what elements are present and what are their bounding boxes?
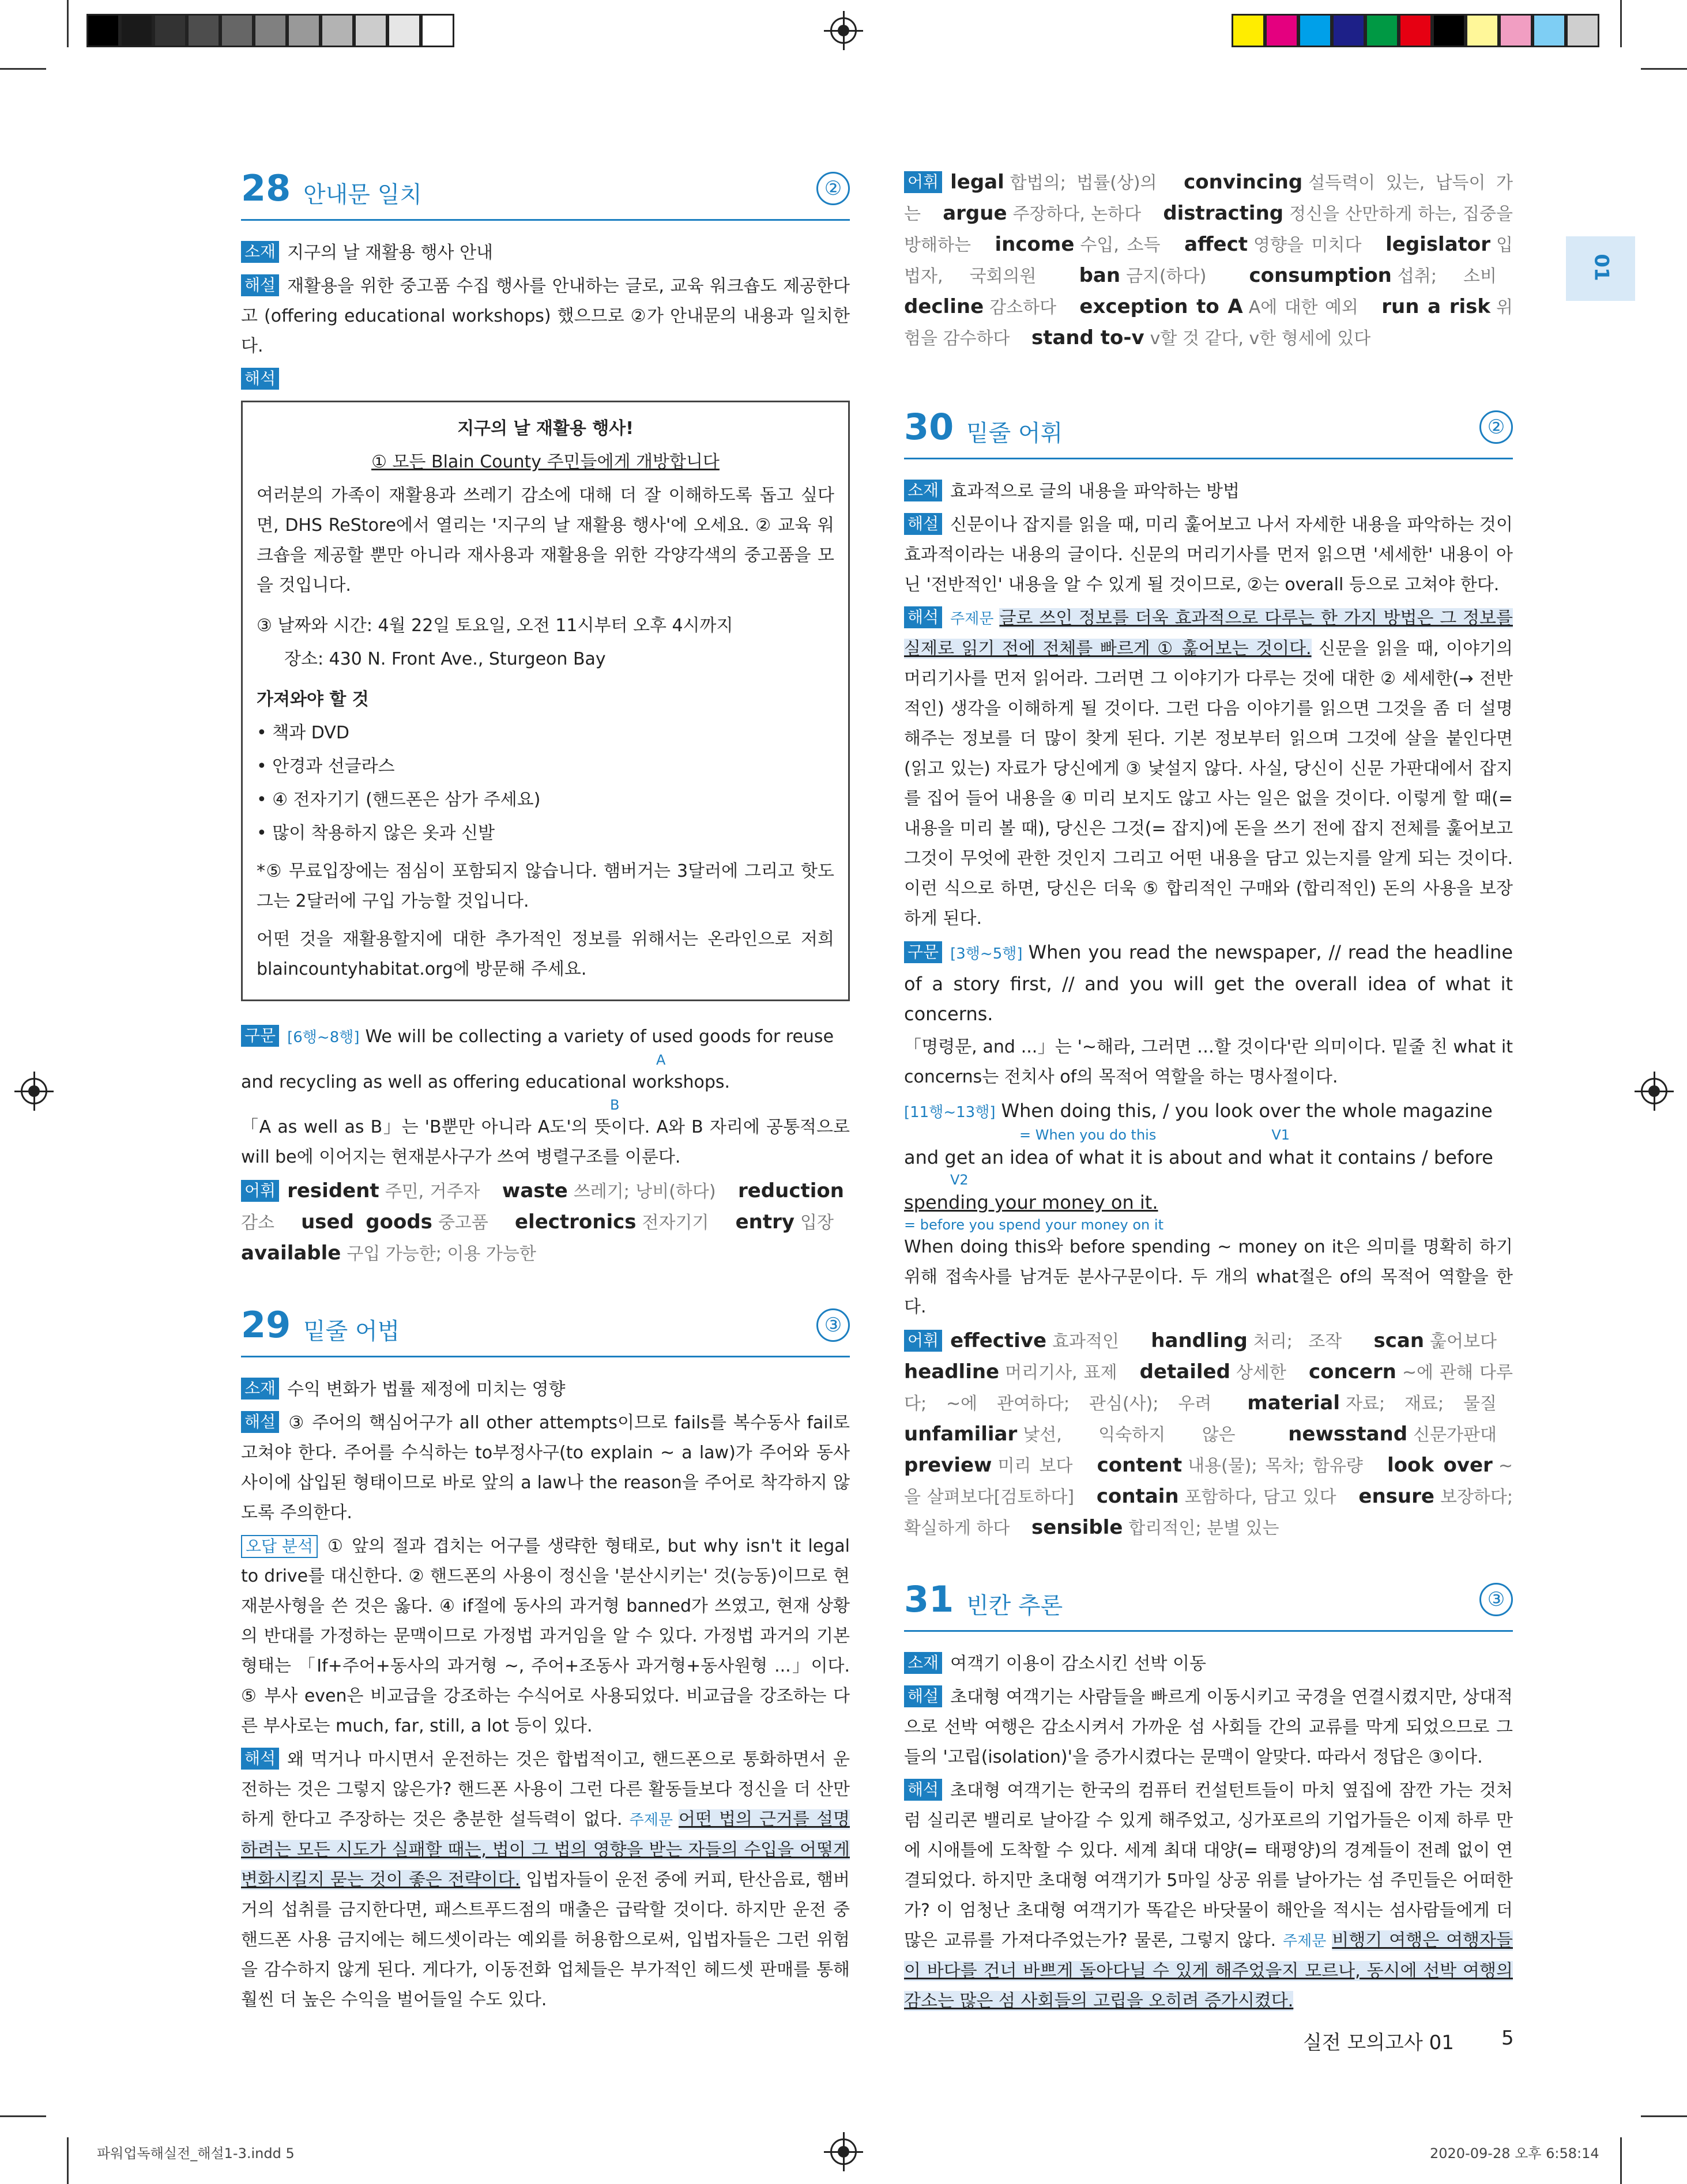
vocab-meaning: 처리; 조작 [1253,1331,1342,1352]
color-swatch [254,14,287,47]
vocab-meaning: 입법자, 국회의원 [904,235,1513,286]
color-swatch [1298,14,1332,47]
explanation: 해설 신문이나 잡지를 읽을 때, 미리 훑어보고 나서 자세한 내용을 파악하는 것이 효과적이라는 내용의 글이다. 신문의 머리기사를 먼저 읽으면 '세세한' 내용이 아닌 '전반적인' 내용을 알 수 있게 될 것이므로, ②는 overall 등으로 고쳐야 한다. [904,514,1513,595]
notice-item: • 책과 DVD [257,723,349,743]
vocab-word: unfamiliar [904,1423,1018,1446]
question-number: 28 [241,167,291,209]
vocab-word: decline [904,295,984,318]
vocab-meaning: ~에 관해 다루다; ~에 관여하다; 관심(사); 우려 [904,1363,1513,1414]
vocab-word: distracting [1163,202,1284,225]
print-timestamp: 2020-09-28 오후 6:58:14 [1430,2145,1599,2162]
color-swatch [1532,14,1566,47]
vocab-meaning: 중고품 [438,1213,488,1233]
vocab-meaning: ~을 살펴보다[검토하다] [904,1456,1513,1507]
vocab-word: material [1247,1391,1340,1414]
vocab-meaning: A에 대한 예외 [1248,297,1358,318]
translation: 해석 왜 먹거나 마시면서 운전하는 것은 합법적이고, 핸드폰으로 통화하면서 운전하는 것은 그렇지 않은가? 핸드폰 사용이 그런 다른 활동들보다 정신을 더 산만하게 한다고 주장하는 것은 충분한 설득력이 없다. 주제문 어떤 법의 근거를 설명하려는 모든 시도가 실패할 때는, 법이 그 법의 영향을 받는 자들의 수입을 어떻게 변화시킬지 묻는 것이 좋은 전략이다. 입법자들이 운전 중에 커피, 탄산음료, 햄버거의 섭취를 금지한다면, 패스트푸드점의 매출은 급락할 것이다. 하지만 운전 중 핸드폰 사용 금지에는 헤드셋이라는 예외를 허용함으로써, 입법자들은 그런 위험을 감수하지 않게 된다. 게다가, 이동전화 업체들은 부가적인 헤드셋 판매를 통해 훨씬 더 높은 수익을 벌어들일 수도 있다. [241,1749,850,2010]
vocab-meaning: 수입, 소득 [1080,235,1161,255]
crop-mark [67,0,69,47]
q30-header [904,406,1513,459]
color-swatch [86,14,120,47]
vocab-meaning: 합리적인; 분별 있는 [1128,1518,1279,1538]
vocab-meaning: 입장 [800,1213,834,1233]
vocab-meaning: 설득력이 있는, 납득이 가는 [904,173,1513,224]
topic: 소재 지구의 날 재활용 행사 안내 [241,238,850,268]
color-swatch [354,14,387,47]
question-title: 밑줄 어법 [303,1318,400,1345]
notice-title: 지구의 날 재활용 행사! [457,418,634,439]
vocab-word: content [1097,1454,1183,1477]
syntax-2-v2: V2 [950,1172,969,1188]
syntax-2-line2: and get an idea of what it is about and what it contains / before [904,1146,1493,1168]
color-swatch [321,14,354,47]
vocab-meaning: 금지(하다) [1126,266,1207,286]
q30-vocabulary: 어휘 effective 효과적인 handling 처리; 조작 scan 훑어보다 headline 머리기사, 표제 detailed 상세한 concern ~에 관해 다루다; ~에 관여하다; 관심(사); 우려 material 자료; 재료; 물질 unfamiliar 낯선, 익숙하지 않은 newsstand 신문가판대 preview 미리 보다 content 내용(물); 목차; 함유량 look over ~을 살펴보다[검토하다] contain 포함하다, 담고 있다 ensure 보장하다; 확실하게 하다 sensible 합리적인; 분별 있는 [904,1329,1513,1539]
answer-badge: ③ [816,1308,850,1342]
crop-mark [67,2137,69,2184]
vocab-word: used goods [301,1210,432,1234]
syntax-mark-b: B [610,1097,620,1113]
vocab-word: run a risk [1381,295,1490,318]
syntax-2-note2: = before you spend your money on it [904,1217,1163,1233]
vocab-word: scan [1373,1329,1425,1352]
vocab-word: affect [1184,233,1248,256]
syntax-sentence-cont: and recycling as well as offering educational workshops. [241,1072,730,1092]
color-swatch [387,14,421,47]
page-number: 5 [1501,2027,1514,2050]
translation-label: 해석 [241,365,850,395]
vocab-meaning: 감소하다 [989,297,1057,318]
vocab-word: ensure [1358,1485,1434,1508]
vocab-word: sensible [1031,1516,1123,1539]
explanation: 해설 ③ 주어의 핵심어구가 all other attempts이므로 fails를 복수동사 fail로 고쳐야 한다. 주어를 수식하는 to부정사구(to explain ~ a law)가 주어와 동사 사이에 삽입된 형태이므로 바로 앞의 a law나 the reason을 주어로 착각하지 않도록 주의한다. [241,1412,850,1523]
color-swatch [1399,14,1432,47]
question-number: 31 [904,1578,954,1620]
q28-header [241,167,850,221]
answer-badge: ② [1479,410,1513,444]
vocab-word: entry [735,1210,795,1234]
translation: 해석 초대형 여객기는 한국의 컴퓨터 컨설턴트들이 마치 옆집에 잠깐 가는 것처럼 실리콘 밸리로 날아갈 수 있게 해주었고, 싱가포르의 기업가들은 이제 하루 만에 시애틀에 도착할 수 있다. 세계 최대 대양(= 태평양)의 경계들이 전례 없이 연결되었다. 하지만 초대형 여객기가 5마일 상공 위를 날아가는 섬 주민들은 어떠한가? 이 엄청난 초대형 여객기가 똑같은 바닷물이 해안을 적시는 섬사람들에게 더 많은 교류를 가져다주었는가? 물론, 그렇지 않다. 주제문 비행기 여행은 여행자들이 바다를 건너 바쁘게 돌아다닐 수 있게 해주었을지 모르나, 동시에 선박 여행의 감소는 많은 섬 사회들의 고립을 오히려 증가시켰다. [904,1780,1513,2011]
vocab-meaning: 보장하다; 확실하게 하다 [904,1487,1513,1538]
notice-translation-box [241,401,850,1001]
vocab-word: detailed [1139,1360,1230,1383]
vocab-word: convincing [1184,171,1303,194]
file-label: 파워업독해실전_해설1-3.indd 5 [97,2145,295,2162]
crop-mark [1641,68,1687,70]
vocab-meaning: 훑어보다 [1430,1331,1497,1352]
notice-place: 장소: 430 N. Front Ave., Sturgeon Bay [284,649,606,669]
vocab-word: preview [904,1454,992,1477]
notice-bring-title: 가져와야 할 것 [257,689,369,710]
vocab-meaning: 주장하다, 논하다 [1012,204,1142,224]
notice-datetime: ③ 날짜와 시간: 4월 22일 토요일, 오전 11시부터 오후 4시까지 [257,616,733,636]
color-swatch [1466,14,1499,47]
question-number: 29 [241,1304,291,1346]
crop-mark [0,2115,46,2117]
notice-body: 여러분의 가족이 재활용과 쓰레기 감소에 대해 더 잘 이해하도록 돕고 싶다면, DHS ReStore에서 열리는 '지구의 날 재활용 행사'에 오세요. ② 교육 워크숍을 제공할 뿐만 아니라 재사용과 재활용을 위한 각양각색의 중고품을 모을 것입니다. [257,485,834,595]
vocab-meaning: 전자기기 [642,1213,709,1233]
crop-mark [1620,2137,1622,2184]
topic: 소재 여객기 이용이 감소시킨 선박 이동 [904,1649,1513,1679]
crop-mark [1641,2115,1687,2117]
vocab-word: electronics [514,1210,637,1234]
notice-item: • 안경과 선글라스 [257,756,395,776]
vocab-meaning: 섭취; 소비 [1397,266,1497,286]
vocab-word: legislator [1385,233,1491,256]
color-swatch [1499,14,1532,47]
color-swatch [1432,14,1466,47]
q29-header [241,1304,850,1357]
vocab-word: ban [1079,264,1121,287]
notice-footer: 어떤 것을 재활용할지에 대한 추가적인 정보를 위해서는 온라인으로 저희 blaincountyhabitat.org에 방문해 주세요. [257,929,834,979]
vocab-meaning: 미리 보다 [997,1456,1073,1476]
syntax-2-note: = When you do this V1 [1019,1127,1290,1143]
vocab-word: effective [950,1329,1047,1352]
explanation: 해설 초대형 여객기는 사람들을 빠르게 이동시키고 국경을 연결시켰지만, 상대적으로 선박 여행은 감소시켜서 가까운 섬 사회들 간의 교류를 막게 되었으므로 그들의 '고립(isolation)'을 증가시켰다는 문맥이 알맞다. 따라서 정답은 ③이다. [904,1687,1513,1767]
vocab-meaning: 내용(물); 목차; 함유량 [1188,1456,1363,1476]
registration-mark-bottom [830,2138,857,2165]
vocab-meaning: 영향을 미치다 [1253,235,1362,255]
color-swatch [1365,14,1399,47]
vocab-word: newsstand [1288,1423,1408,1446]
syntax-1: 구문 [3행~5행] When you read the newspaper, // read the headline of a story first, // and you will get the overall idea of what it concerns. [904,941,1513,1025]
color-swatch [287,14,321,47]
q31-header [904,1578,1513,1632]
vocab-meaning: 상세한 [1236,1363,1286,1383]
vocab-meaning: v할 것 같다, v한 형세에 있다 [1150,329,1371,349]
vocab-meaning: 주민, 거주자 [385,1182,480,1202]
syntax-mark-a: A [656,1052,666,1068]
syntax-2-explanation: When doing this와 before spending ~ money on it은 의미를 명확히 하기 위해 접속사를 남겨둔 분사구문이다. 두 개의 what절은 of의 목적어 역할을 한다. [904,1237,1513,1317]
registration-mark-right [1641,1078,1667,1104]
notice-item: • ④ 전자기기 (핸드폰은 삼가 주세요) [257,790,541,810]
answer-badge: ③ [1479,1583,1513,1616]
notice-note: *⑤ 무료입장에는 점심이 포함되지 않습니다. 햄버거는 3달러에 그리고 핫도그는 2달러에 구입 가능할 것입니다. [257,861,834,911]
syntax-2-line3: spending your money on it. [904,1191,1158,1213]
color-swatch [120,14,153,47]
vocab-meaning: 효과적인 [1052,1331,1119,1352]
notice-item: • 많이 착용하지 않은 옷과 신발 [257,823,495,843]
question-title: 안내문 일치 [303,182,422,208]
question-title: 밑줄 어휘 [966,420,1063,447]
vocab-word: handling [1151,1329,1248,1352]
right-column [904,167,1513,2020]
color-swatch [1265,14,1298,47]
crop-mark [0,68,46,70]
vocab-meaning: 낯선, 익숙하지 않은 [1023,1425,1236,1445]
chapter-side-tab: 01 [1566,236,1635,301]
vocab-word: headline [904,1360,1000,1383]
color-swatch [421,14,454,47]
syntax-sentence: 구문 [6행~8행] We will be collecting a variety of used goods for reuse [241,1022,850,1053]
vocab-meaning: 포함하다, 담고 있다 [1184,1487,1336,1507]
notice-subtitle: ① 모든 Blain County 주민들에게 개방합니다 [371,452,720,472]
vocab-meaning: 감소 [241,1213,274,1233]
q29-vocabulary: 어휘 legal 합법의; 법률(상)의 convincing 설득력이 있는, 납득이 가는 argue 주장하다, 논하다 distracting 정신을 산만하게 하는, 집중을 방해하는 income 수입, 소득 affect 영향을 미치다 legislator 입법자, 국회의원 ban 금지(하다) consumption 섭취; 소비 decline 감소하다 exception to A A에 대한 예외 run a risk 위험을 감수하다 stand to-v v할 것 같다, v한 형세에 있다 [904,171,1513,349]
topic: 소재 효과적으로 글의 내용을 파악하는 방법 [904,477,1513,507]
vocab-meaning: 쓰레기; 낭비(하다) [573,1182,716,1202]
vocab-meaning: 위험을 감수하다 [904,297,1513,349]
color-swatch [153,14,187,47]
vocab-meaning: 머리기사, 표제 [1005,1363,1117,1383]
vocab-word: exception to A [1079,295,1243,318]
vocab-meaning: 신문가판대 [1413,1425,1497,1445]
question-title: 빈칸 추론 [966,1593,1063,1619]
vocab-meaning: 구입 가능한; 이용 가능한 [347,1244,536,1264]
answer-badge: ② [816,172,850,205]
topic: 소재 수익 변화가 법률 제정에 미치는 영향 [241,1375,850,1405]
crop-mark [1620,0,1622,47]
left-column [241,167,850,2019]
vocab-word: argue [943,202,1007,225]
vocab-meaning: 정신을 산만하게 하는, 집중을 방해하는 [904,204,1513,255]
color-swatch [220,14,254,47]
vocab-meaning: 자료; 재료; 물질 [1346,1394,1497,1414]
vocabulary: 어휘 resident 주민, 거주자 waste 쓰레기; 낭비(하다) reduction감소 used goods 중고품 electronics 전자기기 entry 입장 available 구입 가능한; 이용 가능한 [241,1179,844,1265]
color-swatch [1232,14,1265,47]
footer-title: 실전 모의고사 01 [1303,2031,1454,2054]
registration-mark-top [830,17,857,44]
vocab-word: legal [950,171,1004,194]
vocab-word: available [241,1242,341,1265]
question-number: 30 [904,406,954,448]
vocab-word: income [995,233,1075,256]
translation: 해석 주제문 글로 쓰인 정보를 더욱 효과적으로 다루는 한 가지 방법은 그 정보를 실제로 읽기 전에 전체를 빠르게 ① 훑어보는 것이다. 신문을 읽을 때, 이야기의 머리기사를 먼저 읽어라. 그러면 그 이야기가 다루는 것에 대한 ② 세세한(→ 전반적인) 생각을 이해하게 될 것이다. 그런 다음 이야기를 읽으면 그것을 좀 더 설명해주는 정보를 더 많이 찾게 된다. 기본 정보부터 읽으며 그것에 살을 붙인다면 (읽고 있는) 자료가 당신에게 ③ 낯설지 않다. 사실, 당신이 신문 가판대에서 잡지를 집어 들어 내용을 ④ 미리 보지도 않고 사는 일은 없을 것이다. 이렇게 할 때(= 내용을 미리 볼 때), 당신은 그것(= 잡지)에 돈을 쓰기 전에 잡지 전체를 훑어보고 그것이 무엇에 관한 것인지 그리고 어떤 내용을 담고 있는지를 알게 되는 것이다. 이런 식으로 하면, 당신은 더욱 ⑤ 합리적인 구매와 (합리적인) 돈의 사용을 보장하게 된다. [904,608,1513,929]
syntax-explanation: 「A as well as B」는 'B뿐만 아니라 A도'의 뜻이다. A와 B 자리에 공통적으로 will be에 이어지는 현재분사구가 쓰여 병렬구조를 이룬다. [241,1117,850,1167]
explanation: 해설 재활용을 위한 중고품 수집 행사를 안내하는 글로, 교육 워크숍도 제공한다고 (offering educational workshops) 했으므로 ②가 안내문의 내용과 일치한다. [241,276,850,356]
wrong-answer-analysis: 오답 분석 ① 앞의 절과 겹치는 어구를 생략한 형태로, but why isn't it legal to drive를 대신한다. ② 핸드폰의 사용이 정신을 '분산시키는' 것(능동)이므로 현재분사형을 쓴 것은 옳다. ④ if절에 동사의 과거형 banned가 쓰였고, 현재 상황의 반대를 가정하는 문맥이므로 가정법 과거임을 알 수 있다. 가정법 과거의 기본 형태는 「If+주어+동사의 과거형 ~, 주어+조동사 과거형+동사원형 ...」이다. ⑤ 부사 even은 비교급을 강조하는 수식어로 사용되었다. 비교급을 강조하는 다른 부사로는 much, far, still, a lot 등이 있다. [241,1536,850,1736]
vocab-meaning: 합법의; 법률(상)의 [1010,173,1157,193]
vocab-word: contain [1096,1485,1179,1508]
vocab-word: concern [1308,1360,1396,1383]
color-swatch [1566,14,1599,47]
vocab-word: stand to-v [1031,326,1144,349]
syntax-2-line1: [11행~13행] When doing this, / you look over the whole magazine [904,1100,1493,1122]
syntax-1-explanation: 「명령문, and ...」는 '~해라, 그러면 …할 것이다'란 의미이다. 밑줄 친 what it concerns는 전치사 of의 목적어 역할을 하는 명사절이다. [904,1037,1513,1087]
color-swatch [1332,14,1365,47]
vocab-word: look over [1387,1454,1493,1477]
registration-mark-left [21,1078,47,1104]
color-swatch [187,14,220,47]
vocab-word: reduction [737,1179,844,1202]
vocab-word: consumption [1249,264,1392,287]
vocab-word: resident [287,1179,379,1202]
vocab-word: waste [502,1179,568,1202]
